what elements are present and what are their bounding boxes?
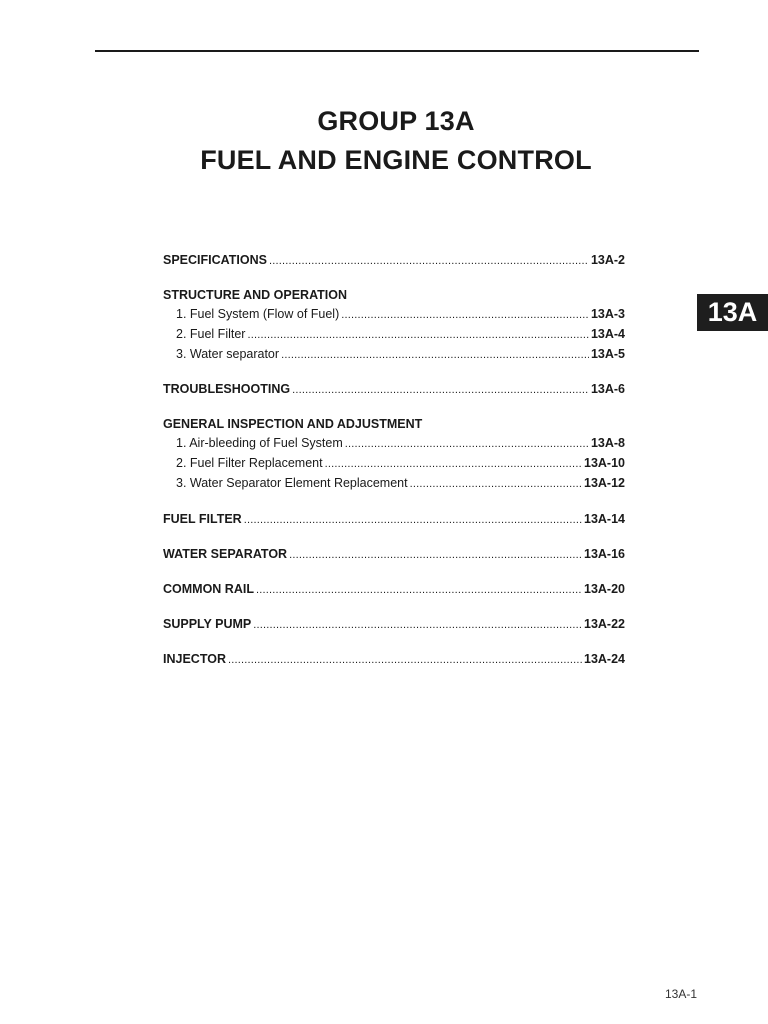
toc-subentry[interactable] [176, 326, 625, 342]
leader-dots [341, 307, 589, 323]
toc-entry-page: 13A-2 [590, 253, 625, 267]
toc-subentry[interactable] [176, 306, 625, 322]
leader-dots [253, 617, 582, 633]
toc-entry-supply-pump[interactable] [163, 616, 625, 632]
toc-entry-label: 1. Air-bleeding of Fuel System [176, 436, 343, 450]
toc-entry-label: 2. Fuel Filter Replacement [176, 456, 323, 470]
toc-entry-injector[interactable] [163, 651, 625, 667]
toc-entry-fuel-filter[interactable] [163, 511, 625, 527]
leader-dots [244, 512, 582, 528]
toc-entry-label: 2. Fuel Filter [176, 327, 246, 341]
toc-entry-label: 1. Fuel System (Flow of Fuel) [176, 307, 340, 321]
toc-entry-label: SPECIFICATIONS [163, 253, 267, 267]
toc-entry-label: 3. Water Separator Element Replacement [176, 476, 408, 490]
toc-entry-specifications[interactable] [163, 252, 625, 268]
leader-dots [228, 652, 582, 668]
toc-entry-common-rail[interactable] [163, 581, 625, 597]
group-title: GROUP 13A [317, 106, 475, 136]
leader-dots [247, 327, 588, 343]
toc-entry-page: 13A-5 [590, 347, 625, 361]
toc-entry-page: 13A-22 [584, 617, 625, 631]
toc-entry-page: 13A-24 [584, 652, 625, 666]
toc-subentry[interactable] [176, 455, 625, 471]
leader-dots [410, 476, 582, 492]
toc-subentry[interactable] [176, 475, 625, 491]
toc-entry-water-separator[interactable] [163, 546, 625, 562]
toc-heading-structure: STRUCTURE AND OPERATION [163, 288, 348, 302]
toc-subentry[interactable] [176, 346, 625, 362]
toc-heading-general: GENERAL INSPECTION AND ADJUSTMENT [163, 417, 423, 431]
toc-entry-label: 3. Water separator [176, 347, 280, 361]
section-title: FUEL AND ENGINE CONTROL [200, 145, 592, 175]
toc-entry-label: FUEL FILTER [163, 512, 242, 526]
toc-subentry[interactable] [176, 435, 625, 451]
leader-dots [256, 582, 582, 598]
toc-entry-page: 13A-8 [590, 436, 625, 450]
toc-entry-page: 13A-20 [584, 582, 625, 596]
leader-dots [325, 456, 582, 472]
leader-dots [281, 347, 589, 363]
toc-entry-page: 13A-10 [584, 456, 625, 470]
toc-entry-page: 13A-6 [590, 382, 625, 396]
toc-entry-label: WATER SEPARATOR [163, 547, 288, 561]
leader-dots [292, 382, 589, 398]
toc-entry-label: COMMON RAIL [163, 582, 254, 596]
toc-entry-label: INJECTOR [163, 652, 226, 666]
leader-dots [269, 253, 589, 269]
toc-entry-label: TROUBLESHOOTING [163, 382, 291, 396]
toc-entry-page: 13A-16 [584, 547, 625, 561]
toc-entry-page: 13A-3 [590, 307, 625, 321]
toc-entry-page: 13A-12 [584, 476, 625, 490]
toc-entry-troubleshooting[interactable] [163, 381, 625, 397]
header-rule [95, 50, 699, 52]
section-tab: 13A [697, 294, 768, 331]
toc-entry-page: 13A-4 [590, 327, 625, 341]
page-number: 13A-1 [664, 987, 697, 1001]
toc-entry-page: 13A-14 [584, 512, 625, 526]
leader-dots [289, 547, 582, 563]
toc-entry-label: SUPPLY PUMP [163, 617, 252, 631]
leader-dots [345, 436, 589, 452]
